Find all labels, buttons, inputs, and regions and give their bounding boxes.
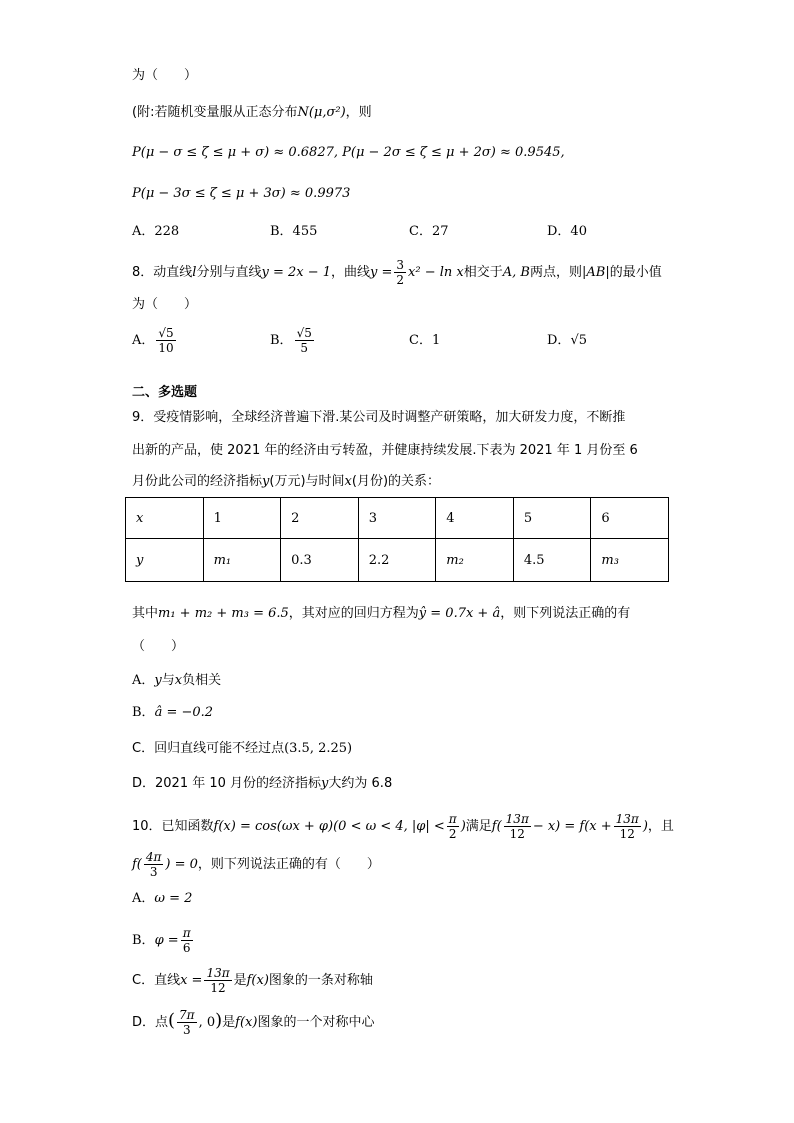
q9-option-a — [132, 671, 221, 691]
q10-option-d-f: f(x) — [235, 1015, 258, 1030]
q9-condition — [132, 604, 630, 624]
q10-function: f(x) = cos(ωx + φ)(0 < ω < 4, |φ| < — [213, 819, 445, 834]
q10-option-a-label: A． — [132, 891, 155, 906]
q10-frac-3: 3 — [149, 865, 158, 879]
q8-text-f: 的最小值 — [609, 265, 662, 280]
q10-frac-4pi-3 — [144, 850, 164, 879]
q10-option-d-num: 7π — [179, 1008, 195, 1022]
q10-option-d-zero: , 0 — [198, 1015, 216, 1030]
q10-option-a — [132, 889, 192, 909]
q9-var-y: y — [262, 474, 270, 489]
q10-option-d-b: 是 — [222, 1015, 236, 1030]
q9-option-b — [132, 703, 213, 723]
q8-text-c: ，曲线 — [331, 265, 371, 280]
q7-option-d: D．40 — [547, 224, 587, 239]
q8-curve-num: 3 — [396, 258, 405, 272]
section-title: 二、多选题 — [132, 385, 198, 400]
q10-paren-close: ) — [460, 819, 466, 834]
q10-option-c-num: 13π — [206, 966, 230, 980]
q8-option-a — [132, 326, 178, 355]
table-cell: 5 — [513, 498, 591, 539]
q7-note — [132, 103, 372, 123]
q10-text-c: ，且 — [647, 819, 674, 834]
q8-option-d — [547, 331, 587, 351]
q8-option-b-den: 5 — [300, 341, 309, 355]
q9-option-a-y: y — [154, 673, 162, 688]
q10-two: 2 — [448, 827, 457, 841]
q9-line-3-c: (月份)的关系： — [351, 474, 441, 489]
q8-text-a: 8．动直线 — [132, 265, 193, 280]
q10-pi: π — [448, 812, 457, 826]
q10-option-c-f: f(x) — [246, 973, 269, 988]
q10-frac-den: 12 — [509, 827, 525, 841]
q9-option-d-y: y — [321, 776, 329, 791]
q10-option-b-label: B． — [132, 933, 155, 948]
q10-option-d-den: 3 — [182, 1023, 191, 1037]
q8-text-e: 两点，则 — [529, 265, 582, 280]
table-cell: 4.5 — [513, 539, 591, 582]
table-cell: 0.3 — [281, 539, 359, 582]
q9-cond-a: 其中 — [132, 606, 159, 621]
q9-line-2: 出新的产品，使 2021 年的经济由亏转盈，并健康持续发展.下表为 2021 年 1 月份至 6 — [132, 443, 638, 458]
q9-option-d-label: D．2021 年 10 月份的经济指标 — [132, 776, 322, 791]
q8-text-d: 相交于 — [463, 265, 503, 280]
q9-line-3-b: (万元)与时间 — [269, 474, 345, 489]
q9-option-c-point: (3.5, 2.25) — [284, 741, 353, 756]
q10-frac-13pi-12-b — [614, 812, 641, 841]
table-cell: y — [126, 539, 204, 582]
table-cell: m₃ — [591, 539, 669, 582]
q7-option-b: B．455 — [270, 224, 318, 239]
q9-cond-eq: m₁ + m₂ + m₃ = 6.5 — [158, 606, 289, 621]
q9-option-a-end: 负相关 — [182, 673, 222, 688]
q7-option-c: C．27 — [409, 224, 449, 239]
q10-frac-4pi: 4π — [145, 850, 162, 864]
q8-option-c: C．1 — [409, 333, 441, 348]
q8-text-b: 分别与直线 — [196, 265, 262, 280]
table-cell: 2.2 — [358, 539, 436, 582]
q9-option-a-mid: 与 — [161, 673, 175, 688]
q8-line-eq: y = 2x − 1 — [261, 265, 332, 280]
q8-option-b-num: √5 — [296, 326, 312, 340]
q10-line-2-text: ，则下列说法正确的有（ ） — [197, 857, 380, 872]
q10-option-b — [132, 926, 195, 955]
q10-frac-den-b: 12 — [619, 827, 635, 841]
table-cell: m₂ — [436, 539, 514, 582]
q10-stem — [132, 812, 674, 841]
q10-option-c-den: 12 — [210, 981, 226, 995]
q9-line-3-a: 月份此公司的经济指标 — [132, 474, 263, 489]
q10-option-b-lhs: φ = — [154, 933, 179, 948]
q8-option-a-num: √5 — [158, 326, 174, 340]
q10-option-b-fraction — [181, 926, 193, 955]
q7-note-prefix: (附:若随机变量服从正态分布 — [132, 105, 298, 120]
q7-option-a: A．228 — [132, 224, 180, 239]
q8-option-d-value: √5 — [570, 333, 587, 348]
table-cell: x — [126, 498, 204, 539]
table-row — [126, 539, 669, 582]
q9-var-x: x — [344, 474, 352, 489]
q8-var-l: l — [192, 265, 197, 280]
q10-line-2 — [132, 850, 380, 879]
q10-option-d-fraction — [177, 1008, 197, 1037]
q10-option-c-lhs: x = — [180, 973, 203, 988]
q10-pi-over-2 — [447, 812, 459, 841]
q10-option-b-num: π — [182, 926, 191, 940]
q9-paren: （ ） — [132, 639, 185, 654]
table-cell: 1 — [203, 498, 281, 539]
q8-curve-lhs: y = — [370, 265, 393, 280]
q7-note-dist: N(μ,σ²) — [297, 105, 346, 120]
q8-curve-fraction — [394, 258, 406, 287]
q10-option-c — [132, 966, 373, 995]
table-cell: 4 — [436, 498, 514, 539]
q9-line-3 — [132, 472, 440, 492]
q9-regression-eq: ŷ = 0.7x + â — [418, 606, 501, 621]
q9-option-b-value: â = −0.2 — [154, 705, 214, 720]
q9-option-d-end: 大约为 6.8 — [328, 776, 393, 791]
q8-option-a-label: A． — [132, 333, 155, 348]
q8-abs: |AB| — [582, 265, 610, 280]
q7-formula-1: P(μ − σ ≤ ζ ≤ μ + σ) ≈ 0.6827, P(μ − 2σ ≤ ζ ≤ μ + 2σ) ≈ 0.9545, — [132, 145, 565, 160]
q9-option-a-x: x — [174, 673, 183, 688]
q8-curve-den: 2 — [396, 273, 405, 287]
q9-cond-c: ，则下列说法正确的有 — [500, 606, 631, 621]
q10-option-c-b: 是 — [233, 973, 247, 988]
q9-cond-b: ，其对应的回归方程为 — [288, 606, 419, 621]
q8-curve-rest: x² − ln x — [408, 265, 464, 280]
q10-option-d-open: ( — [168, 1010, 176, 1031]
q9-option-c-label: C．回归直线可能不经过点 — [132, 741, 285, 756]
q7-continuation: 为（ ） — [132, 68, 198, 83]
q10-option-c-c: 图象的一条对称轴 — [268, 973, 373, 988]
q10-text-b: 满足 — [465, 819, 492, 834]
q8-option-b — [270, 326, 316, 355]
q10-option-b-den: 6 — [182, 941, 191, 955]
q9-option-b-label: B． — [132, 705, 155, 720]
q10-option-d-c: 图象的一个对称中心 — [257, 1015, 375, 1030]
q9-line-1: 9．受疫情影响，全球经济普遍下滑.某公司及时调整产研策略，加大研发力度，不断推 — [132, 410, 626, 425]
q8-option-b-fraction — [295, 326, 314, 355]
q8-line-2: 为（ ） — [132, 297, 198, 312]
table-cell: 6 — [591, 498, 669, 539]
table-row — [126, 498, 669, 539]
q8-option-a-fraction — [156, 326, 175, 355]
q10-text-a: 10．已知函数 — [132, 819, 214, 834]
q9-option-d — [132, 774, 392, 794]
q7-note-suffix: ，则 — [345, 105, 372, 120]
table-cell: m₁ — [203, 539, 281, 582]
q7-formula-2: P(μ − 3σ ≤ ζ ≤ μ + 3σ) ≈ 0.9973 — [132, 186, 351, 201]
q10-line-2-f: f( — [132, 857, 142, 872]
q8-points: A, B — [502, 265, 530, 280]
q8-stem — [132, 258, 662, 287]
q10-close: ) — [642, 819, 648, 834]
table-cell: 2 — [281, 498, 359, 539]
q10-option-c-a: C．直线 — [132, 973, 181, 988]
q8-option-d-label: D． — [547, 333, 571, 348]
q10-option-d-close: ) — [215, 1010, 223, 1031]
q10-frac-13pi-12 — [504, 812, 531, 841]
q10-f-open: f( — [491, 819, 502, 834]
q9-option-c — [132, 739, 352, 759]
q9-data-table — [125, 497, 669, 582]
q10-option-c-fraction — [204, 966, 231, 995]
q8-option-b-label: B． — [270, 333, 293, 348]
q9-option-a-label: A． — [132, 673, 155, 688]
q10-line-2-eq: ) = 0 — [165, 857, 198, 872]
q10-frac-num: 13π — [505, 812, 529, 826]
q8-option-a-den: 10 — [158, 341, 174, 355]
q10-minus-x: − x) = f(x + — [532, 819, 612, 834]
q10-option-a-eq: ω = 2 — [154, 891, 193, 906]
q10-frac-num-b: 13π — [615, 812, 639, 826]
q10-option-d-a: D．点 — [132, 1015, 169, 1030]
q10-option-d — [132, 1008, 374, 1037]
table-cell: 3 — [358, 498, 436, 539]
